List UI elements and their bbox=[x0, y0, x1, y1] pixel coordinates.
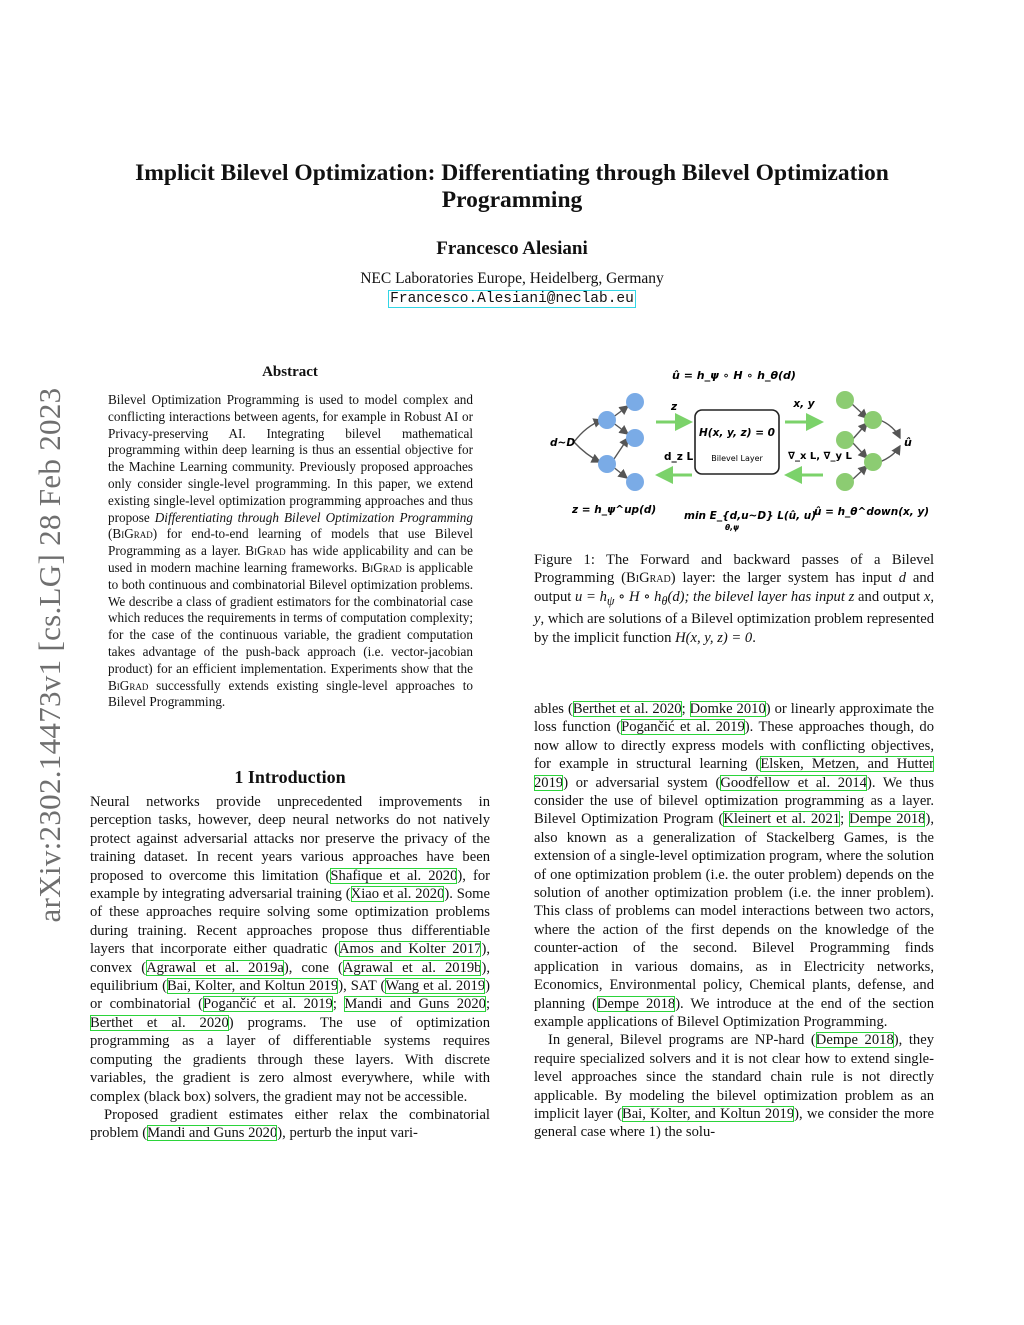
body-text: Neural networks provide unprecedented improvements in perception tasks, however, deep neural networks do not natively protect against adversarial attacks nor preserve the privacy of the training dataset. In recent years various approaches have been proposed to overcome this limitation ( bbox=[90, 794, 490, 884]
citation-link[interactable]: Dempe 2018 bbox=[596, 995, 676, 1012]
body-text: ), equilibrium ( bbox=[90, 959, 490, 995]
blue-node bbox=[598, 455, 616, 473]
encoder-network bbox=[574, 393, 644, 491]
citation-link[interactable]: Dempe 2018 bbox=[815, 1032, 894, 1049]
citation-link[interactable]: Bai, Kolter, and Koltun 2019 bbox=[167, 978, 339, 995]
z-equation: z = h_ψ^up(d) bbox=[572, 504, 657, 516]
abstract-text-5: successfully extends existing single-level approaches to Bilevel Programming. bbox=[108, 677, 473, 710]
xy-label: x, y bbox=[793, 398, 815, 410]
body-text: ), SAT ( bbox=[338, 978, 386, 995]
green-node bbox=[836, 391, 854, 409]
body-text: Proposed gradient estimates either relax the combinatorial problem ( bbox=[90, 1106, 490, 1142]
introduction-heading: 1 Introduction bbox=[234, 767, 346, 787]
bigrad-name: BiGrad bbox=[108, 677, 149, 693]
blue-node bbox=[598, 411, 616, 429]
body-text: ) or combinatorial ( bbox=[90, 978, 490, 1013]
body-text: ). These approaches though, do now allow to directly express models with conflicting objectives, for example in structural learning ( bbox=[534, 719, 934, 773]
decoder-network bbox=[836, 391, 900, 491]
output-label: û bbox=[904, 436, 912, 449]
intro-paragraph-1 bbox=[90, 793, 490, 1106]
body-text: ; bbox=[332, 996, 345, 1013]
caption-math: H(x, y, z) = 0 bbox=[675, 629, 753, 646]
abstract-body bbox=[108, 392, 473, 711]
box-equation: H(x, y, z) = 0 bbox=[698, 427, 776, 439]
body-text: ), we consider the more general case where 1) the solu- bbox=[534, 1105, 934, 1141]
body-text: ). Some of these approaches require solving some optimization problems during training. Recent approaches propose thus differentiable layers that incorporate either quadratic ( bbox=[90, 886, 490, 958]
left-column-text bbox=[90, 793, 490, 1143]
intro-paragraph-2 bbox=[90, 1106, 490, 1143]
citation-link[interactable]: Mandi and Guns 2020 bbox=[344, 996, 486, 1013]
caption-math-sub: ψ bbox=[606, 593, 615, 608]
green-node bbox=[836, 473, 854, 491]
bilevel-layer-box bbox=[695, 410, 779, 474]
citation-link[interactable]: Domke 2010 bbox=[689, 701, 766, 717]
abstract-paren: ( bbox=[108, 526, 113, 542]
citation-link[interactable]: Pogančić et al. 2019 bbox=[203, 996, 333, 1013]
body-text: ), they require specialized solvers and it is not clear how to extend single-level approaches since the standard chain rule is not directly applicable. By modeling the bilevel optimization problem as an implicit layer ( bbox=[534, 1032, 934, 1122]
abstract-emphasis: Differentiating through Bilevel Optimization Programming bbox=[154, 509, 473, 525]
bigrad-name: BiGrad bbox=[626, 570, 671, 587]
body-text: ables ( bbox=[534, 701, 573, 717]
caption-text: Figure 1: The Forward and backward passes of a Bilevel Programming ( bbox=[534, 552, 934, 587]
citation-link[interactable]: Dempe 2018 bbox=[849, 811, 926, 828]
citation-link[interactable]: Berthet et al. 2020 bbox=[90, 1014, 229, 1031]
body-text: ) or adversarial system ( bbox=[563, 774, 721, 791]
email-line bbox=[0, 289, 1024, 307]
box-label: Bilevel Layer bbox=[711, 454, 763, 463]
body-text: ) programs. The use of optimization programming as a layer of differentiable systems requires computing the gradients through these layers. With discrete variables, the gradient is zero almost everywhere, while with complex (black box) solvers, the gradient may not be accessible. bbox=[90, 1014, 490, 1105]
body-text: In general, Bilevel programs are NP-hard ( bbox=[548, 1032, 816, 1049]
arxiv-stamp bbox=[28, 360, 72, 950]
citation-link[interactable]: Mandi and Guns 2020 bbox=[147, 1125, 278, 1142]
green-node bbox=[864, 411, 882, 429]
abstract-text-1: Bilevel Optimization Programming is used to model complex and conflicting interactions between agents, for example in Robust AI or Privacy-preserving AI. Integrating bilevel mathematical programming within deep learning is thus an essential objective for the Machine Learning community. Previously proposed approaches only consider single-level programming. In this paper, we extend existing single-level optimization programming approaches and thus propose bbox=[108, 392, 473, 525]
blue-node bbox=[626, 393, 644, 411]
figure-1 bbox=[534, 360, 934, 540]
objective-subscript: θ,ψ bbox=[725, 523, 739, 532]
top-equation: û = h_ψ ∘ H ∘ h_θ(d) bbox=[672, 369, 796, 382]
body-text: ). We thus consider the use of bilevel optimization programming as a layer. Bilevel Optimization Program ( bbox=[534, 774, 934, 828]
body-text: ), cone ( bbox=[283, 959, 343, 976]
gradient-label: ∇_x L, ∇_y L bbox=[788, 451, 852, 462]
caption-math-sub: θ bbox=[661, 593, 668, 608]
dz-l-label: d_z L bbox=[664, 451, 694, 463]
citation-link[interactable]: Pogančić et al. 2019 bbox=[621, 719, 745, 736]
body-text: ), perturb the input vari- bbox=[277, 1125, 418, 1142]
caption-math: u = h bbox=[575, 588, 607, 605]
u-equation: û = h_θ^down(x, y) bbox=[814, 506, 930, 518]
caption-text: ) layer: the larger system has input bbox=[670, 570, 899, 587]
intro-paragraph-3 bbox=[534, 700, 934, 1031]
body-text: ) or linearly approximate the loss function ( bbox=[534, 701, 934, 736]
right-column-text bbox=[534, 700, 934, 1142]
z-label: z bbox=[671, 401, 678, 413]
caption-text: and output bbox=[534, 570, 934, 605]
citation-link[interactable]: Shafique et al. 2020 bbox=[330, 867, 458, 884]
caption-text: . bbox=[752, 629, 756, 646]
body-text: ; bbox=[485, 996, 491, 1013]
green-node bbox=[836, 431, 854, 449]
citation-link[interactable]: Agrawal et al. 2019a bbox=[146, 959, 284, 976]
body-text: ), also known as a generalization of Stackelberg Games, is the extension of a single-level optimization program, where the solution of one optimization problem (i.e. the outer problem) depends on the solution of another optimization problem (i.e. the inner problem). This class of problems can model interactions between two actors, where the action of the first depends on the knowledge of the counter-action of the second. Bilevel Programming finds application in various domains, as in Electricity networks, Economics, Environmental policy, Chemical plants, defense, and planning ( bbox=[534, 811, 934, 1012]
intro-paragraph-4 bbox=[534, 1031, 934, 1141]
caption-text: and output bbox=[854, 588, 924, 605]
citation-link[interactable]: Kleinert et al. 2021 bbox=[723, 811, 841, 828]
paper-title: Implicit Bilevel Optimization: Differentiating through Bilevel Optimization Programming bbox=[135, 160, 889, 213]
citation-link[interactable]: Wang et al. 2019 bbox=[385, 978, 486, 995]
bigrad-name: BiGrad bbox=[361, 559, 402, 575]
citation-link[interactable]: Goodfellow et al. 2014 bbox=[720, 774, 867, 791]
citation-link[interactable]: Berthet et al. 2020 bbox=[572, 701, 682, 717]
caption-math: x, y bbox=[534, 588, 934, 628]
body-text: ; bbox=[681, 701, 690, 717]
abstract-text-4: is applicable to both continuous and combinatorial Bilevel optimization problems. We describe a class of gradient estimators for the combinatorial case which reduces the requirements in terms of computation complexity; for the case of the continuous variable, the gradient computation takes advantage of the push-back approach (i.e. vector-jacobian product) for an efficient implementation. Experiments show that the bbox=[108, 559, 473, 676]
caption-math: ∘ H ∘ h bbox=[614, 588, 662, 605]
body-text: ). We introduce at the end of the section example applications of Bilevel Optimization Programming. bbox=[534, 995, 934, 1030]
green-node bbox=[864, 453, 882, 471]
citation-link[interactable]: Amos and Kolter 2017 bbox=[339, 941, 482, 958]
abstract-text-2: ) for end-to-end learning of models that use Bilevel Programming as a layer. bbox=[108, 526, 473, 559]
figure-1-caption bbox=[534, 551, 934, 647]
author-name: Francesco Alesiani bbox=[436, 238, 588, 259]
caption-math: z bbox=[848, 588, 855, 605]
email-link[interactable]: Francesco.Alesiani@neclab.eu bbox=[390, 291, 634, 307]
figure-1-diagram bbox=[534, 360, 934, 540]
abstract-heading: Abstract bbox=[262, 364, 318, 380]
body-text: ), convex ( bbox=[90, 941, 490, 976]
abstract-text-3: has wide applicability and can be used in modern machine learning frameworks. bbox=[108, 543, 474, 575]
citation-link[interactable]: Agrawal et al. 2019b bbox=[342, 959, 482, 976]
blue-node bbox=[626, 429, 644, 447]
citation-link[interactable]: Elsken, Metzen, and Hutter 2019 bbox=[534, 756, 935, 791]
body-text: ; bbox=[840, 811, 850, 828]
body-text: ), for example by integrating adversarial training ( bbox=[90, 867, 490, 903]
caption-math: (d); the bilevel layer has input bbox=[667, 588, 849, 605]
arxiv-stamp-text: arXiv:2302.14473v1 [cs.LG] 28 Feb 2023 bbox=[32, 387, 67, 923]
citation-link[interactable]: Bai, Kolter, and Koltun 2019 bbox=[621, 1105, 795, 1122]
caption-math: d bbox=[898, 570, 907, 587]
blue-node bbox=[626, 473, 644, 491]
affiliation: NEC Laboratories Europe, Heidelberg, Germany bbox=[360, 270, 664, 287]
caption-text: , which are solutions of a Bilevel optimization problem represented by the implicit function bbox=[534, 611, 934, 646]
citation-link[interactable]: Xiao et al. 2020 bbox=[350, 886, 445, 903]
bigrad-name: BiGrad bbox=[112, 526, 153, 542]
objective-equation: min E_{d,u~D} L(û, u) bbox=[684, 510, 817, 522]
bigrad-name: BiGrad bbox=[245, 543, 286, 559]
input-label: d~D bbox=[550, 437, 576, 449]
